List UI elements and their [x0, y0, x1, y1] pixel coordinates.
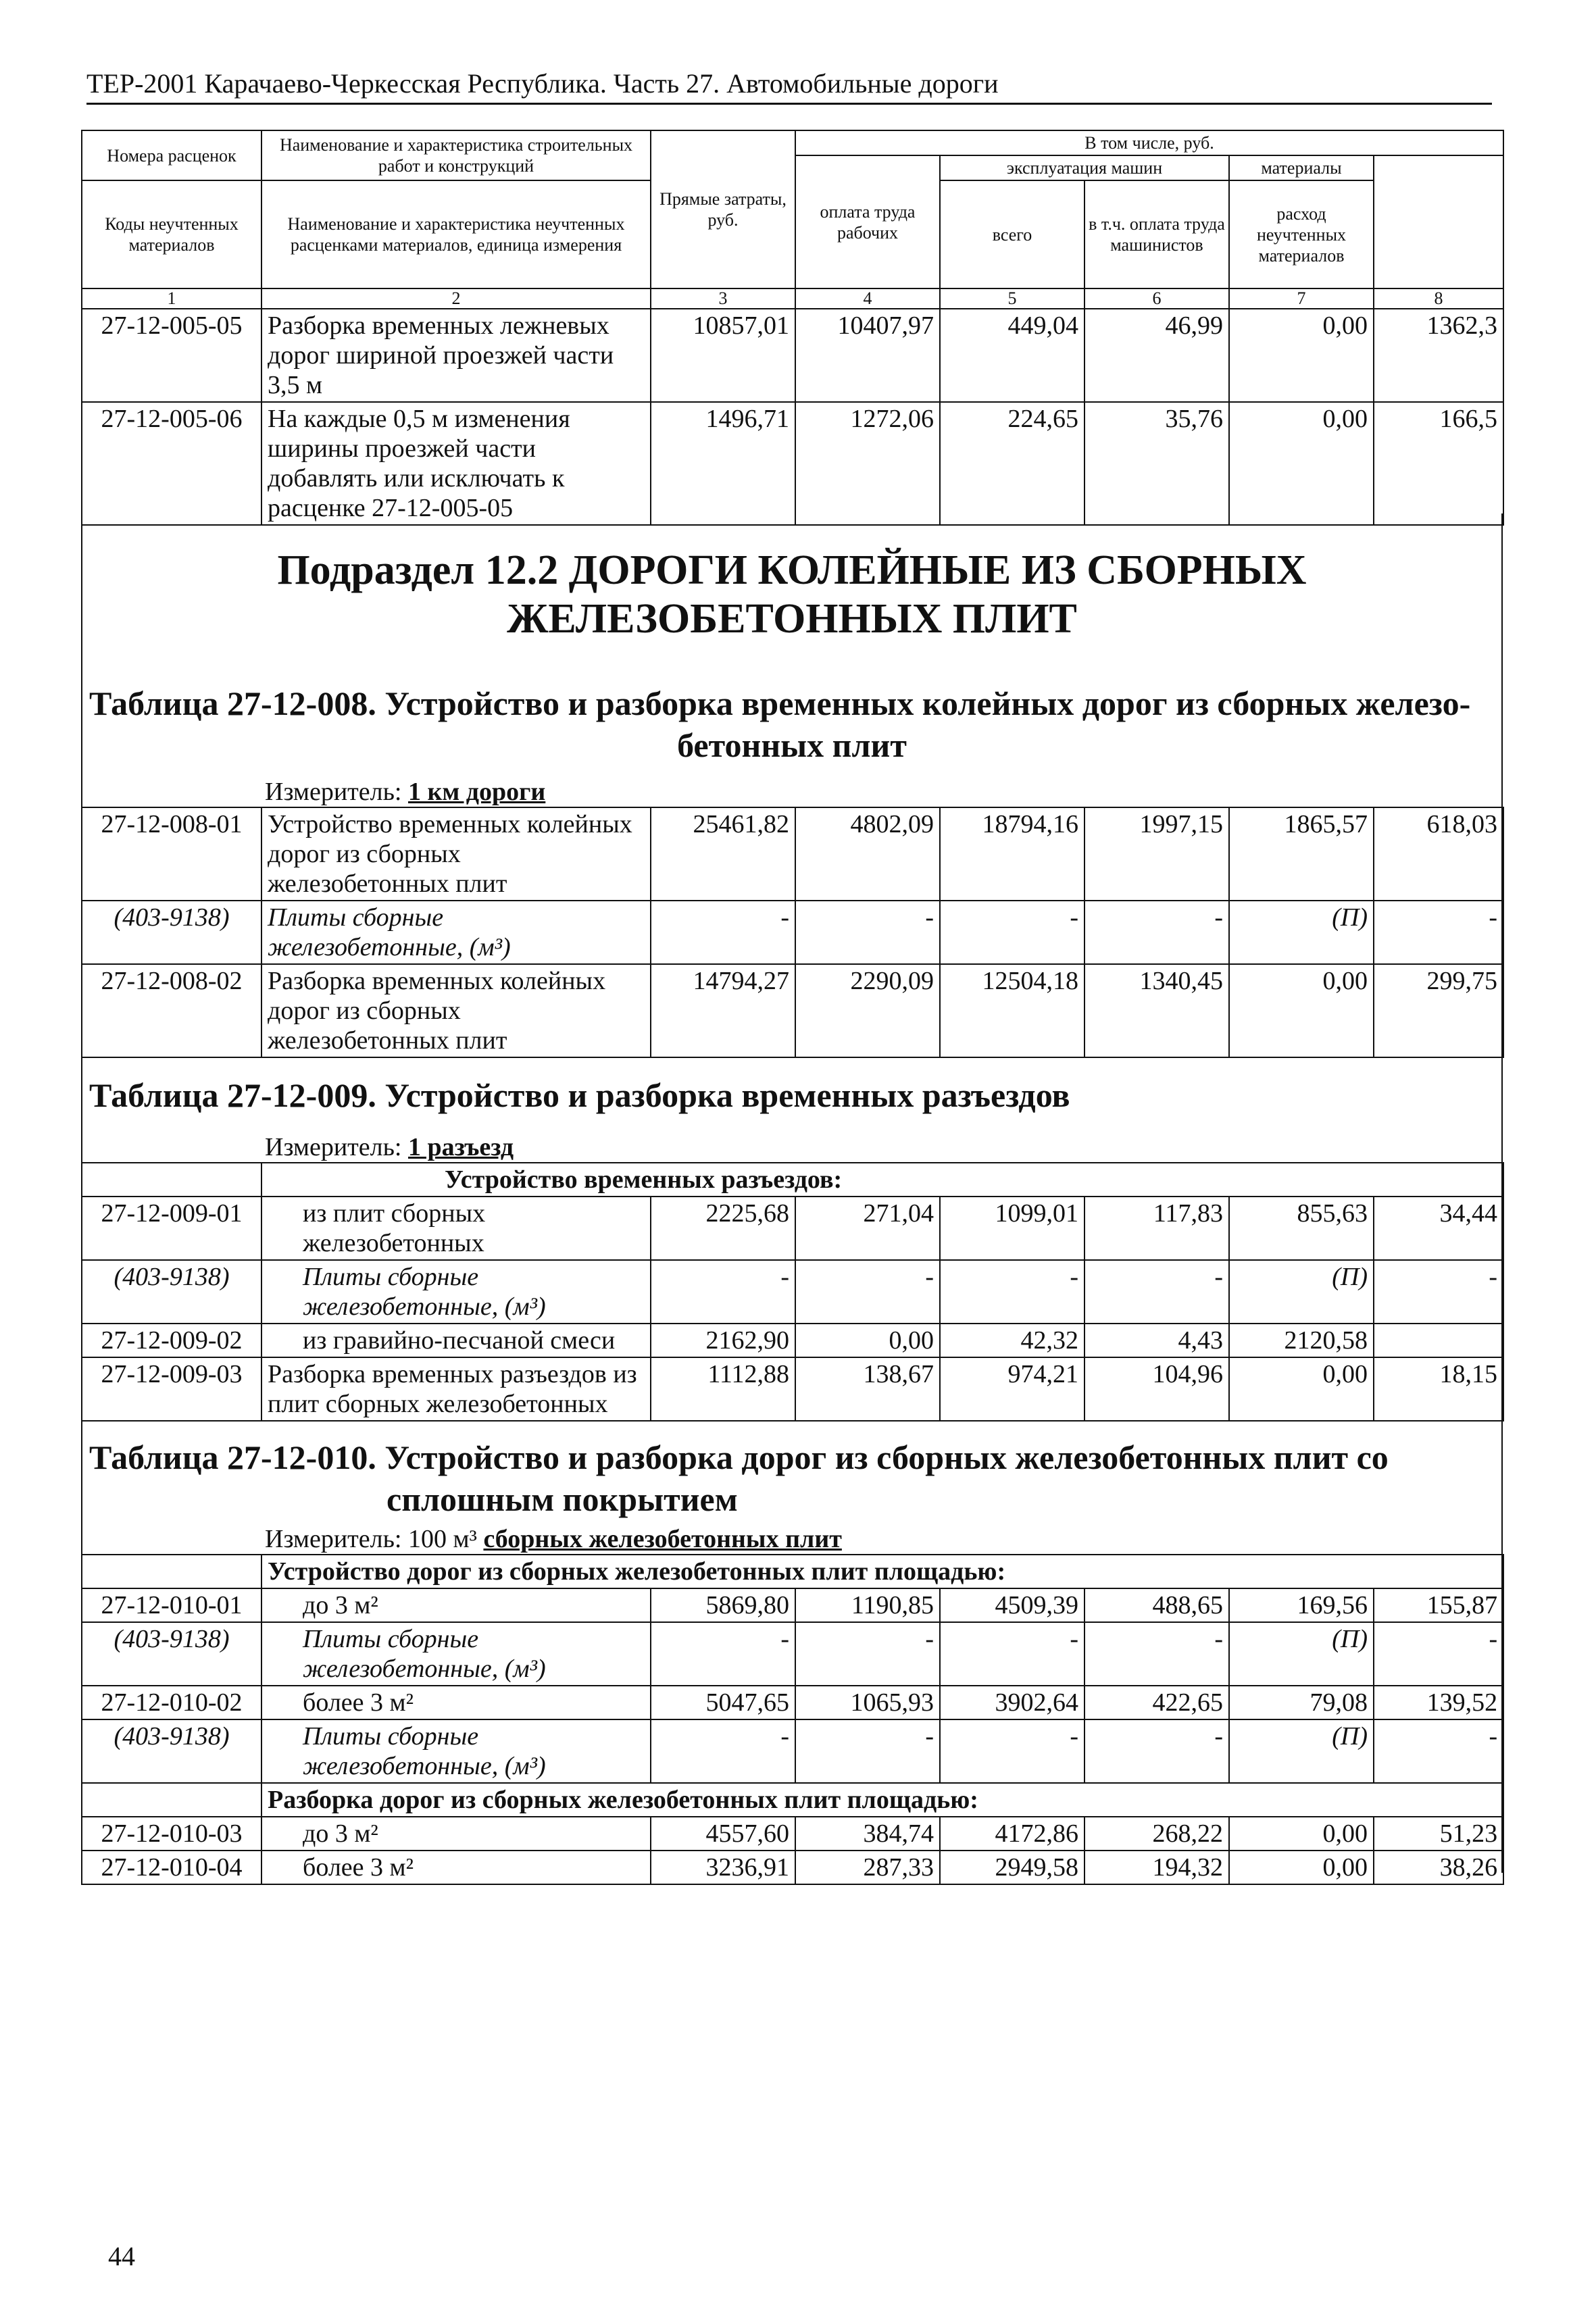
- materials-cost: (П): [1229, 1260, 1374, 1324]
- table-title: Таблица 27-12-009. Устройство и разборка временных разъездов: [89, 1076, 1070, 1114]
- labor-cost: 51,23: [1374, 1817, 1503, 1851]
- col-wages: оплата труда рабочих: [795, 155, 940, 288]
- wages-cost: 138,67: [795, 1357, 940, 1421]
- machines-cost: 4172,86: [940, 1817, 1084, 1851]
- materials-cost: 79,08: [1229, 1686, 1374, 1719]
- material-name: Плиты сборные железобетонные, (м³): [261, 1719, 651, 1783]
- labor-cost: -: [1374, 1622, 1503, 1686]
- machinists-cost: 1340,45: [1084, 964, 1229, 1057]
- machinists-cost: 422,65: [1084, 1686, 1229, 1719]
- group-label: Устройство дорог из сборных железобетонных плит площадью:: [261, 1555, 1503, 1588]
- subsection-title: Подраздел 12.2 ДОРОГИ КОЛЕЙНЫЕ ИЗ СБОРНЫХ ЖЕЛЕЗОБЕТОННЫХ ПЛИТ: [277, 547, 1307, 642]
- rate-code: 27-12-009-01: [82, 1197, 261, 1260]
- rate-name: Разборка временных колейных дорог из сборных железобетонных плит: [261, 964, 651, 1057]
- labor-cost: -: [1374, 901, 1503, 964]
- machines-cost: 3902,64: [940, 1686, 1084, 1719]
- table-009: [81, 1162, 1504, 1422]
- rate-name: из плит сборных железобетонных: [261, 1197, 651, 1260]
- wages-cost: -: [795, 1719, 940, 1783]
- materials-cost: (П): [1229, 1719, 1374, 1783]
- direct-cost: 5869,80: [651, 1588, 795, 1622]
- materials-cost: (П): [1229, 1622, 1374, 1686]
- machines-cost: -: [940, 1622, 1084, 1686]
- rate-name: Устройство временных колейных дорог из сборных железобетонных плит: [261, 807, 651, 901]
- direct-cost: 1112,88: [651, 1357, 795, 1421]
- materials-cost: 0,00: [1229, 1817, 1374, 1851]
- table-row: [82, 1357, 1503, 1421]
- materials-cost: (П): [1229, 901, 1374, 964]
- table-row: [82, 964, 1503, 1057]
- measure-unit: [265, 777, 545, 807]
- material-row: [82, 1622, 1503, 1686]
- rate-code: 27-12-010-04: [82, 1851, 261, 1884]
- material-name: Плиты сборные железобетонные, (м³): [261, 901, 651, 964]
- rate-name: Разборка временных лежневых дорог шириной проезжей части 3,5 м: [261, 309, 651, 402]
- rate-name: более 3 м²: [261, 1851, 651, 1884]
- wages-cost: 271,04: [795, 1197, 940, 1260]
- measure-label: Измеритель:: [265, 1133, 408, 1161]
- rate-code: 27-12-010-02: [82, 1686, 261, 1719]
- direct-cost: 5047,65: [651, 1686, 795, 1719]
- materials-cost: 0,00: [1229, 1357, 1374, 1421]
- direct-cost: 10857,01: [651, 309, 795, 402]
- col-direct: Прямые затраты, руб.: [651, 130, 795, 288]
- materials-cost: 0,00: [1229, 402, 1374, 525]
- labor-cost: 1362,3: [1374, 309, 1503, 402]
- col-index: 3: [651, 288, 795, 309]
- measure-label: Измеритель:: [265, 778, 408, 806]
- col-index: 2: [261, 288, 651, 309]
- direct-cost: -: [651, 1260, 795, 1324]
- machinists-cost: -: [1084, 901, 1229, 964]
- material-code: (403-9138): [82, 1260, 261, 1324]
- wages-cost: 1065,93: [795, 1686, 940, 1719]
- col-machinists: в т.ч. оплата труда машинистов: [1084, 180, 1229, 288]
- group-label: Разборка дорог из сборных железобетонных плит площадью:: [261, 1783, 1503, 1817]
- col-numbers: Номера расценок: [82, 130, 261, 180]
- machines-cost: 1099,01: [940, 1197, 1084, 1260]
- direct-cost: 14794,27: [651, 964, 795, 1057]
- machines-cost: 224,65: [940, 402, 1084, 525]
- rate-name: до 3 м²: [261, 1817, 651, 1851]
- machinists-cost: 488,65: [1084, 1588, 1229, 1622]
- labor-cost: 34,44: [1374, 1197, 1503, 1260]
- machines-cost: 12504,18: [940, 964, 1084, 1057]
- rate-name: На каждые 0,5 м изменения ширины проезжей части добавлять или исключать к расценке 27-12-005-05: [261, 402, 651, 525]
- wages-cost: 0,00: [795, 1324, 940, 1357]
- wages-cost: -: [795, 1622, 940, 1686]
- machinists-cost: 46,99: [1084, 309, 1229, 402]
- col-incl: В том числе, руб.: [795, 130, 1503, 155]
- wages-cost: 10407,97: [795, 309, 940, 402]
- col-index: 4: [795, 288, 940, 309]
- labor-cost: -: [1374, 1719, 1503, 1783]
- measure-value: 1 км дороги: [408, 778, 546, 806]
- machinists-cost: 268,22: [1084, 1817, 1229, 1851]
- measure-label: Измеритель: 100 м³: [265, 1525, 484, 1553]
- table-row: [82, 1324, 1503, 1357]
- table-row: [82, 1197, 1503, 1260]
- machinists-cost: -: [1084, 1719, 1229, 1783]
- table-row: [82, 807, 1503, 901]
- material-row: [82, 1260, 1503, 1324]
- labor-cost: 18,15: [1374, 1357, 1503, 1421]
- material-row: [82, 901, 1503, 964]
- machinists-cost: 4,43: [1084, 1324, 1229, 1357]
- labor-cost: [1374, 1324, 1503, 1357]
- col-index: 5: [940, 288, 1084, 309]
- machinists-cost: 194,32: [1084, 1851, 1229, 1884]
- machines-cost: 2949,58: [940, 1851, 1084, 1884]
- direct-cost: 2225,68: [651, 1197, 795, 1260]
- machinists-cost: 117,83: [1084, 1197, 1229, 1260]
- direct-cost: 3236,91: [651, 1851, 795, 1884]
- col-materials: материалы: [1229, 155, 1374, 180]
- measure-value: 1 разъезд: [408, 1133, 514, 1161]
- machines-cost: 42,32: [940, 1324, 1084, 1357]
- table-row: [82, 1817, 1503, 1851]
- materials-cost: 1865,57: [1229, 807, 1374, 901]
- labor-cost: 299,75: [1374, 964, 1503, 1057]
- direct-cost: 4557,60: [651, 1817, 795, 1851]
- wages-cost: -: [795, 1260, 940, 1324]
- table-row: [82, 309, 1503, 402]
- table-title-line: бетонных плит: [677, 726, 907, 764]
- machines-cost: -: [940, 901, 1084, 964]
- col-codes: Коды неучтенных материалов: [82, 180, 261, 288]
- machinists-cost: -: [1084, 1260, 1229, 1324]
- direct-cost: 1496,71: [651, 402, 795, 525]
- rate-name: Разборка временных разъездов из плит сборных железобетонных: [261, 1357, 651, 1421]
- table-row: [82, 402, 1503, 525]
- group-row: [82, 1163, 1503, 1197]
- labor-cost: 166,5: [1374, 402, 1503, 525]
- table-title-line: Таблица 27-12-010. Устройство и разборка дорог из сборных железобетонных плит со: [89, 1438, 1389, 1476]
- table-title-line: сплошным покрытием: [386, 1480, 738, 1518]
- col-machines: эксплуатация машин: [940, 155, 1229, 180]
- wages-cost: 287,33: [795, 1851, 940, 1884]
- direct-cost: -: [651, 901, 795, 964]
- main-table: [81, 130, 1504, 526]
- direct-cost: 25461,82: [651, 807, 795, 901]
- material-code: (403-9138): [82, 901, 261, 964]
- table-008: [81, 807, 1504, 1058]
- machinists-cost: -: [1084, 1622, 1229, 1686]
- col-materials-sub: расход неучтенных материалов: [1229, 180, 1374, 288]
- materials-cost: 169,56: [1229, 1588, 1374, 1622]
- rate-code: 27-12-009-02: [82, 1324, 261, 1357]
- col-index: 7: [1229, 288, 1374, 309]
- material-code: (403-9138): [82, 1719, 261, 1783]
- group-label: Устройство временных разъездов:: [261, 1163, 1503, 1197]
- col-index: 8: [1374, 288, 1503, 309]
- machinists-cost: 35,76: [1084, 402, 1229, 525]
- labor-cost: 38,26: [1374, 1851, 1503, 1884]
- direct-cost: 2162,90: [651, 1324, 795, 1357]
- machines-cost: 974,21: [940, 1357, 1084, 1421]
- direct-cost: -: [651, 1719, 795, 1783]
- table-title-line: Таблица 27-12-008. Устройство и разборка временных колейных дорог из сборных железо-: [89, 684, 1471, 722]
- wages-cost: 1272,06: [795, 402, 940, 525]
- wages-cost: 384,74: [795, 1817, 940, 1851]
- materials-cost: 0,00: [1229, 964, 1374, 1057]
- measure-value: сборных железобетонных плит: [483, 1525, 842, 1553]
- col-name: Наименование и характеристика строительных работ и конструкций: [261, 130, 651, 180]
- rate-name: до 3 м²: [261, 1588, 651, 1622]
- col-name2: Наименование и характеристика неучтенных расценками материалов, единица измерения: [261, 180, 651, 288]
- rate-code: 27-12-008-02: [82, 964, 261, 1057]
- wages-cost: 1190,85: [795, 1588, 940, 1622]
- col-machines-total: всего: [940, 180, 1084, 288]
- group-row: [82, 1783, 1503, 1817]
- table-row: [82, 1851, 1503, 1884]
- direct-cost: -: [651, 1622, 795, 1686]
- labor-cost: -: [1374, 1260, 1503, 1324]
- machinists-cost: 1997,15: [1084, 807, 1229, 901]
- col-index: 1: [82, 288, 261, 309]
- labor-cost: 139,52: [1374, 1686, 1503, 1719]
- group-row: [82, 1555, 1503, 1588]
- rate-code: 27-12-005-05: [82, 309, 261, 402]
- wages-cost: 4802,09: [795, 807, 940, 901]
- rate-name: более 3 м²: [261, 1686, 651, 1719]
- labor-cost: 155,87: [1374, 1588, 1503, 1622]
- machines-cost: -: [940, 1719, 1084, 1783]
- measure-unit: [265, 1132, 514, 1162]
- table-row: [82, 1686, 1503, 1719]
- machinists-cost: 104,96: [1084, 1357, 1229, 1421]
- wages-cost: -: [795, 901, 940, 964]
- table-010: [81, 1554, 1504, 1885]
- material-name: Плиты сборные железобетонные, (м³): [261, 1260, 651, 1324]
- material-code: (403-9138): [82, 1622, 261, 1686]
- measure-unit: [265, 1524, 842, 1554]
- rate-code: 27-12-009-03: [82, 1357, 261, 1421]
- materials-cost: 0,00: [1229, 309, 1374, 402]
- rate-code: 27-12-005-06: [82, 402, 261, 525]
- rate-code: 27-12-008-01: [82, 807, 261, 901]
- rate-name: из гравийно-песчаной смеси: [261, 1324, 651, 1357]
- machines-cost: 449,04: [940, 309, 1084, 402]
- table-title: [89, 682, 1495, 766]
- wages-cost: 2290,09: [795, 964, 940, 1057]
- materials-cost: 0,00: [1229, 1851, 1374, 1884]
- table-title: [89, 1436, 1495, 1520]
- table-row: [82, 1588, 1503, 1622]
- materials-cost: 855,63: [1229, 1197, 1374, 1260]
- machines-cost: -: [940, 1260, 1084, 1324]
- materials-cost: 2120,58: [1229, 1324, 1374, 1357]
- machines-cost: 18794,16: [940, 807, 1084, 901]
- col-index: 6: [1084, 288, 1229, 309]
- machines-cost: 4509,39: [940, 1588, 1084, 1622]
- rate-code: 27-12-010-03: [82, 1817, 261, 1851]
- material-name: Плиты сборные железобетонные, (м³): [261, 1622, 651, 1686]
- material-row: [82, 1719, 1503, 1783]
- page-header: ТЕР-2001 Карачаево-Черкесская Республика. Часть 27. Автомобильные дороги: [86, 68, 1492, 105]
- labor-cost: 618,03: [1374, 807, 1503, 901]
- page-number: 44: [108, 2241, 135, 2271]
- rate-code: 27-12-010-01: [82, 1588, 261, 1622]
